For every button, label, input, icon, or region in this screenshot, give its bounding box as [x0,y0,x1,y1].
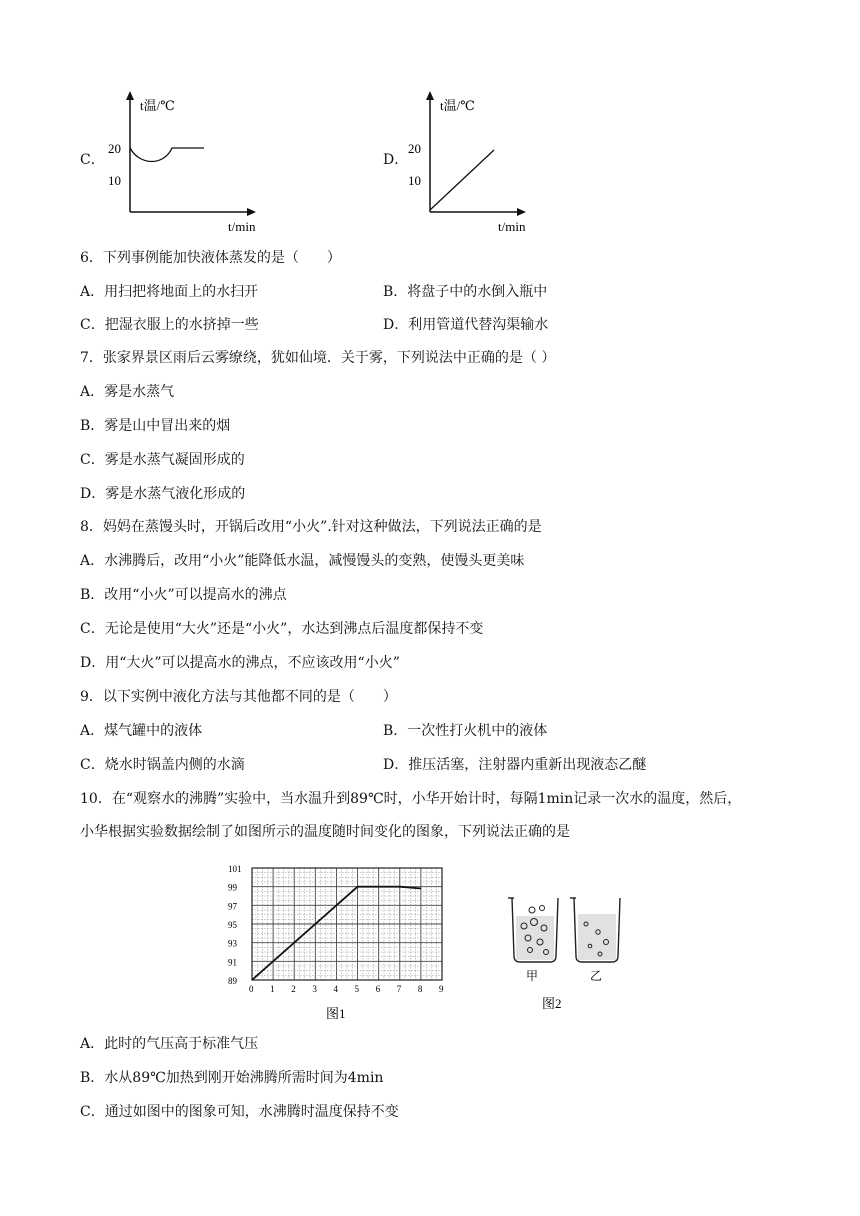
graph-d-x-label: t/min [498,219,526,234]
figure-1-caption: 图1 [326,1006,346,1021]
graph-c-tick-10: 10 [108,173,121,188]
x-tick-label: 3 [312,984,317,994]
q10-stem-line1: 10．在“观察水的沸腾”实验中，当水温升到89℃时，小华开始计时，每隔1min记录一次水的温度，然后， [80,791,742,807]
y-tick-label: 101 [228,864,242,874]
q6-stem: 6．下列事例能加快液体蒸发的是（ ） [80,250,341,266]
x-tick-label: 7 [396,984,402,994]
graph-c-tick-20: 20 [108,141,121,156]
q7-option-c: C．雾是水蒸气凝固形成的 [80,452,245,468]
beaker-yi-label: 乙 [590,969,603,983]
q8-option-c: C．无论是使用“大火”还是“小火”，水达到沸点后温度都保持不变 [80,621,484,637]
q9-option-b: B．一次性打火机中的液体 [383,723,548,739]
x-tick-label: 9 [439,984,444,994]
beaker-yi [570,898,620,962]
q6-option-a: A．用扫把将地面上的水扫开 [80,284,259,300]
y-tick-label: 89 [228,976,237,986]
graph-d-tick-10: 10 [408,173,421,188]
q9-option-d: D．推压活塞，注射器内重新出现液态乙醚 [383,757,647,773]
x-tick-label: 2 [291,984,296,994]
q9-option-c: C．烧水时锅盖内侧的水滴 [80,757,245,773]
y-tick-label: 91 [228,957,237,968]
figure-1-x-ticks [249,984,444,994]
x-tick-label: 4 [333,984,338,994]
graph-d [400,88,580,238]
graph-c-curve [130,148,204,162]
q6-option-b: B．将盘子中的水倒入瓶中 [383,284,548,300]
graph-d-y-label: t温/℃ [440,98,475,113]
y-tick-label: 97 [228,901,237,912]
graph-c [100,88,280,238]
q7-option-b: B．雾是山中冒出来的烟 [80,418,231,434]
y-tick-label: 99 [228,882,237,893]
q10-stem-line2: 小华根据实验数据绘制了如图所示的温度随时间变化的图象，下列说法正确的是 [80,824,570,840]
x-tick-label: 5 [354,984,360,994]
figure-2-caption: 图2 [542,996,562,1011]
x-tick-label: 6 [375,984,381,994]
q8-option-b: B．改用“小火”可以提高水的沸点 [80,587,287,603]
q7-option-a: A．雾是水蒸气 [80,384,175,400]
q8-option-d: D．用“大火”可以提高水的沸点，不应该改用“小火” [80,655,400,671]
q9-option-a: A．煤气罐中的液体 [80,723,203,739]
figure-1-y-ticks [228,864,242,986]
x-tick-label: 8 [417,984,423,994]
beaker-jia [508,898,558,962]
figure-1-graph [226,860,456,1022]
graph-c-y-label: t温/℃ [140,98,175,113]
q10-option-c: C．通过如图中的图象可知，水沸腾时温度保持不变 [80,1104,399,1120]
x-tick-label: 0 [249,984,254,994]
q7-stem: 7．张家界景区雨后云雾缭绕，犹如仙境．关于雾，下列说法中正确的是（ ） [80,350,556,366]
q9-stem: 9．以下实例中液化方法与其他都不同的是（ ） [80,689,397,705]
y-tick-label: 93 [228,938,237,949]
option-c-label: C． [80,152,105,168]
q8-option-a: A．水沸腾后，改用“小火”能降低水温，减慢馒头的变熟，使馒头更美味 [80,553,525,569]
figure-2-beakers [500,880,630,1020]
q8-stem: 8．妈妈在蒸馒头时，开锅后改用“小火”.针对这种做法，下列说法正确的是 [80,519,542,535]
q10-option-b: B．水从89℃加热到刚开始沸腾所需时间为4min [80,1070,384,1086]
figure-1-grid [252,868,442,980]
option-d-label: D． [383,152,409,168]
graph-d-tick-20: 20 [408,141,421,156]
q10-option-a: A．此时的气压高于标准气压 [80,1036,259,1052]
x-tick-label: 1 [270,984,275,994]
q6-option-c: C．把湿衣服上的水挤掉一些 [80,317,259,333]
beaker-jia-label: 甲 [526,969,539,983]
q6-option-d: D．利用管道代替沟渠输水 [383,317,549,333]
graph-c-x-label: t/min [228,219,256,234]
y-tick-label: 95 [228,920,237,930]
graph-d-line [430,150,494,210]
q7-option-d: D．雾是水蒸气液化形成的 [80,486,246,502]
